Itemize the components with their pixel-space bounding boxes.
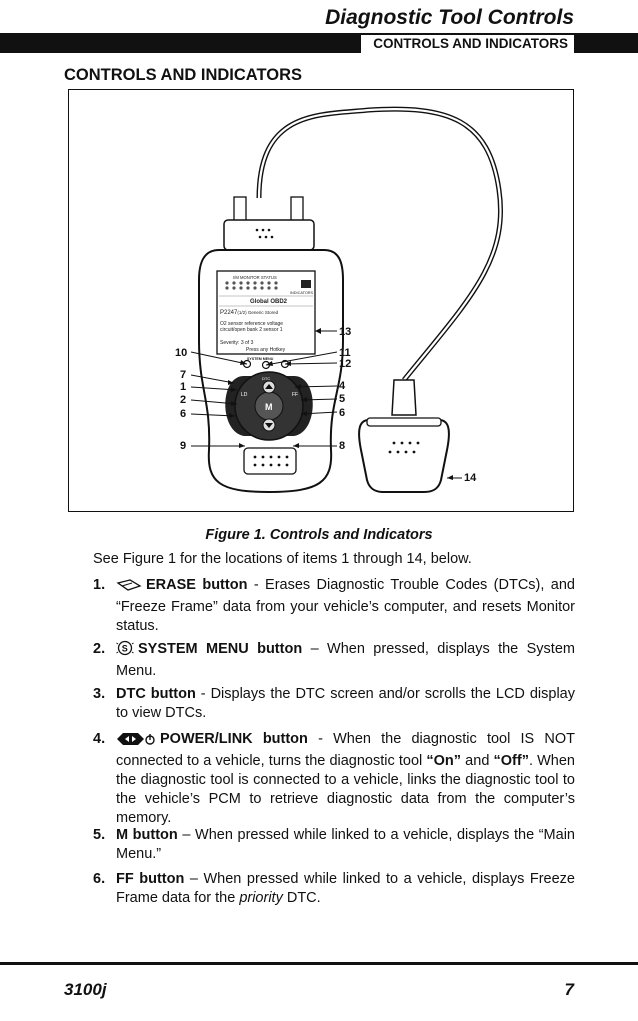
scan-tool-illustration bbox=[69, 90, 575, 513]
screen-hint: Press any Hotkey bbox=[246, 347, 286, 353]
callout-6-left: 6 bbox=[180, 408, 187, 420]
top-connector bbox=[224, 220, 314, 250]
item-number: 1. bbox=[93, 577, 106, 593]
priority-emphasis: priority bbox=[239, 890, 283, 906]
svg-text:S: S bbox=[121, 643, 128, 654]
item-label: FF button bbox=[116, 871, 185, 887]
on-label: “On” bbox=[426, 753, 462, 769]
callout-1: 1 bbox=[180, 381, 187, 393]
callout-14: 14 bbox=[464, 472, 477, 484]
figure-1 bbox=[68, 89, 574, 512]
callout-9: 9 bbox=[180, 440, 187, 452]
screen-top-label: I/M MONITOR STATUS bbox=[233, 275, 277, 280]
callout-8: 8 bbox=[339, 440, 346, 452]
item-number: 6. bbox=[93, 871, 106, 887]
list-item bbox=[93, 685, 575, 723]
item-text: - Displays the DTC screen and/or scrolls the LCD display to view DTCs. bbox=[116, 686, 575, 721]
item-number: 2. bbox=[93, 641, 106, 657]
system-menu-icon bbox=[116, 640, 134, 662]
footer-model: 3100j bbox=[64, 980, 107, 999]
page-number: 7 bbox=[564, 980, 574, 999]
callout-10: 10 bbox=[175, 347, 188, 359]
header-subtitle: CONTROLS AND INDICATORS bbox=[361, 35, 574, 53]
list-item bbox=[93, 640, 575, 681]
dtc-key: DTC bbox=[262, 376, 271, 381]
power-link-icon bbox=[116, 732, 156, 752]
screen-indicators-label: INDICATORS bbox=[290, 291, 314, 295]
item-text-after: . When the diagnostic tool is connected to a vehicle, links the diagnostic tool to the vehicle’s PCM to retrieve diagnostic data from the computer’s memory. bbox=[116, 753, 575, 826]
intro-text: See Figure 1 for the locations of items 1 through 14, below. bbox=[93, 551, 472, 567]
obd-plug-neck bbox=[392, 380, 416, 415]
footer-rule bbox=[0, 962, 638, 965]
section-title: CONTROLS AND INDICATORS bbox=[64, 66, 303, 84]
callout-12: 12 bbox=[339, 358, 352, 370]
screen-severity: Severity: 3 of 3 bbox=[220, 340, 254, 346]
item-label: M button bbox=[116, 827, 178, 843]
item-text-after: DTC. bbox=[282, 890, 321, 906]
item-label: ERASE button bbox=[146, 577, 248, 593]
item-number: 5. bbox=[93, 827, 106, 843]
callout-11: 11 bbox=[339, 347, 351, 359]
erase-icon bbox=[116, 578, 142, 598]
screen-code: P2247(1/2) Generic Stored bbox=[220, 310, 279, 316]
screen-title: Global OBD2 bbox=[250, 299, 288, 305]
item-text: – When pressed while linked to a vehicle, displays Freeze Frame data for the bbox=[116, 871, 575, 906]
list-item bbox=[93, 826, 575, 864]
m-key: M bbox=[265, 402, 273, 412]
battery-icon bbox=[301, 280, 311, 288]
item-label: SYSTEM MENU button bbox=[138, 641, 303, 657]
item-number: 4. bbox=[93, 731, 106, 747]
obd-plug bbox=[359, 420, 449, 492]
callout-2: 2 bbox=[180, 394, 187, 406]
and-text: and bbox=[461, 753, 494, 769]
ff-key: FF bbox=[292, 392, 299, 398]
list-item bbox=[93, 730, 575, 828]
list-item bbox=[93, 870, 575, 908]
callout-7: 7 bbox=[180, 369, 187, 381]
callout-5: 5 bbox=[339, 393, 346, 405]
off-label: “Off” bbox=[493, 753, 529, 769]
figure-caption: Figure 1. Controls and Indicators bbox=[205, 527, 433, 543]
item-text: - When the diagnostic tool IS NOT connected to a vehicle, turns the diagnostic tool bbox=[116, 731, 575, 769]
callout-4: 4 bbox=[339, 380, 346, 392]
item-text: – When pressed, displays the System Menu. bbox=[116, 641, 575, 679]
item-text: - Erases Diagnostic Trouble Codes (DTCs), and “Freeze Frame” data from your vehicle’s computer, and resets Monitor status. bbox=[116, 577, 575, 634]
keypad bbox=[225, 372, 313, 440]
item-text: – When pressed while linked to a vehicle, displays the “Main Menu.” bbox=[116, 827, 575, 862]
list-item bbox=[93, 576, 575, 636]
screen-desc-2: circuit/open bank 2 sensor 1 bbox=[220, 327, 283, 333]
header-title: Diagnostic Tool Controls bbox=[325, 6, 574, 29]
item-label: DTC button bbox=[116, 686, 196, 702]
system-menu-label: SYSTEM MENU bbox=[247, 357, 274, 361]
bottom-slot bbox=[244, 448, 296, 474]
item-label: POWER/LINK button bbox=[160, 731, 308, 747]
ld-key: LD bbox=[241, 392, 248, 398]
screen-desc-1: O2 sensor reference voltage bbox=[220, 321, 284, 327]
page-header bbox=[0, 0, 638, 54]
callout-13: 13 bbox=[339, 326, 352, 338]
item-number: 3. bbox=[93, 686, 106, 702]
callout-6-right: 6 bbox=[339, 407, 346, 419]
